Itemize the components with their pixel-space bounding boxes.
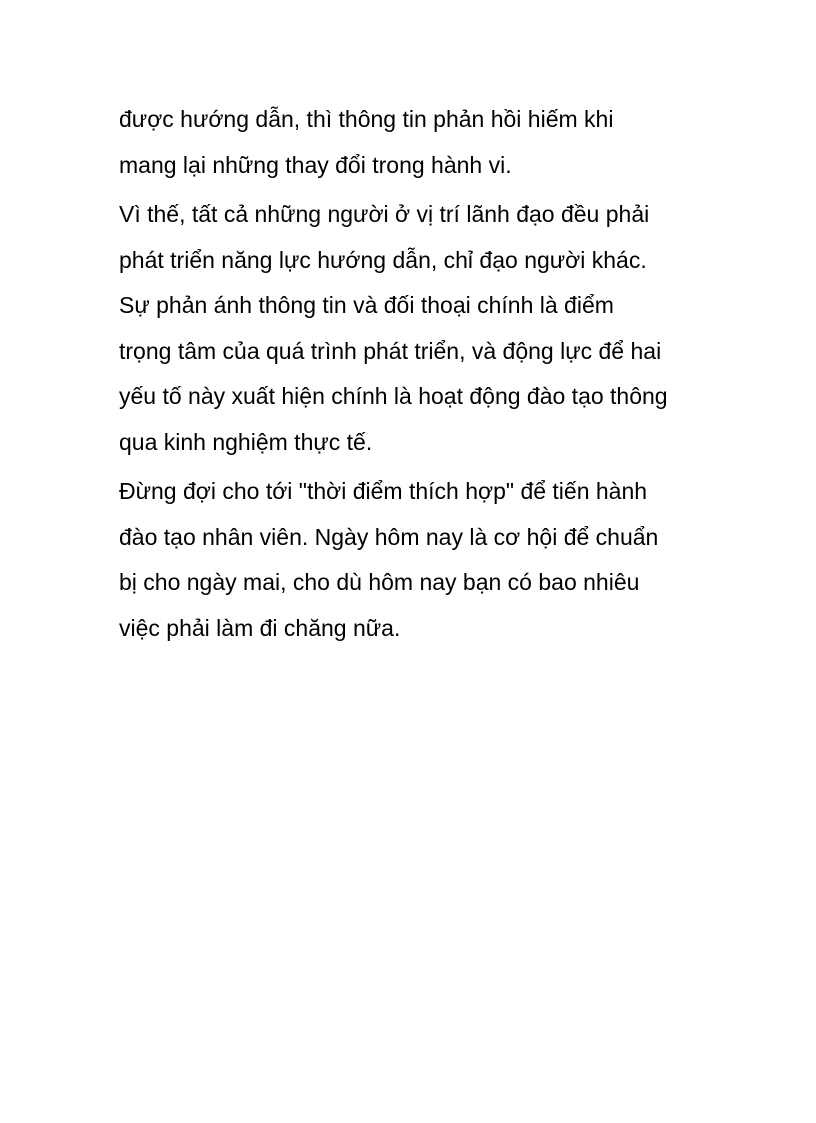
text-line: Đừng đợi cho tới "thời điểm thích hợp" để tiến hành <box>119 478 648 504</box>
paragraph <box>119 192 719 465</box>
paragraph <box>119 469 719 651</box>
text-line: yếu tố này xuất hiện chính là hoạt động đào tạo thông <box>119 383 668 409</box>
text-line: qua kinh nghiệm thực tế. <box>119 428 373 455</box>
text-line: được hướng dẫn, thì thông tin phản hồi hiếm khi <box>119 106 614 132</box>
text-line: Sự phản ánh thông tin và đối thoại chính là điểm <box>119 292 614 318</box>
text-line: Vì thế, tất cả những người ở vị trí lãnh đạo đều phải <box>119 201 650 227</box>
text-line: phát triển năng lực hướng dẫn, chỉ đạo người khác. <box>119 246 647 273</box>
text-line: mang lại những thay đổi trong hành vi. <box>119 151 512 178</box>
body-text <box>119 97 719 651</box>
text-line: đào tạo nhân viên. Ngày hôm nay là cơ hội để chuẩn <box>119 523 659 550</box>
text-line: việc phải làm đi chăng nữa. <box>119 614 401 641</box>
text-line: bị cho ngày mai, cho dù hôm nay bạn có bao nhiêu <box>119 569 640 595</box>
paragraph <box>119 97 719 188</box>
text-line: trọng tâm của quá trình phát triển, và động lực để hai <box>119 337 662 364</box>
